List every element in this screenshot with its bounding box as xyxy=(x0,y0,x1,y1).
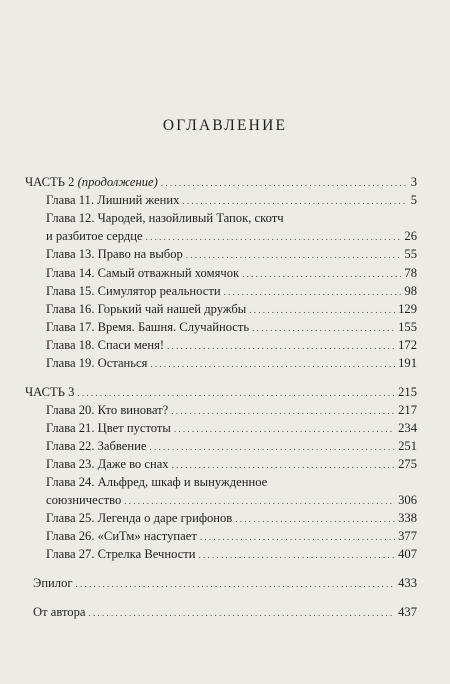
toc-entry-ch17[interactable] xyxy=(46,320,417,336)
toc-entry-ch23[interactable] xyxy=(46,457,417,473)
page-number: 306 xyxy=(398,493,417,507)
entry-label: Эпилог xyxy=(33,576,73,590)
page-number: 98 xyxy=(404,284,417,298)
toc-entry-ch16[interactable] xyxy=(46,302,417,318)
page-number: 338 xyxy=(398,511,417,525)
entry-label: Глава 22. Забвение xyxy=(46,439,147,453)
page-number: 78 xyxy=(404,266,417,280)
leader-dots xyxy=(235,511,395,527)
page-number: 215 xyxy=(398,385,417,399)
leader-dots xyxy=(167,338,395,354)
entry-label: Глава 16. Горький чай нашей дружбы xyxy=(46,302,247,316)
entry-label: От автора xyxy=(33,605,86,619)
page-number: 172 xyxy=(398,338,417,352)
page-number: 129 xyxy=(398,302,417,316)
page-number: 433 xyxy=(398,576,417,590)
page-number: 251 xyxy=(398,439,417,453)
toc-entry-ch18[interactable] xyxy=(46,338,417,354)
toc-entry-ch20[interactable] xyxy=(46,403,417,419)
entry-label: Глава 19. Останься xyxy=(46,356,148,370)
entry-label: Глава 23. Даже во снах xyxy=(46,457,169,471)
page-number: 437 xyxy=(398,605,417,619)
leader-dots xyxy=(249,302,395,318)
toc-entry-ch19[interactable] xyxy=(46,356,417,372)
entry-label: ЧАСТЬ 3 xyxy=(25,385,75,399)
page-number: 407 xyxy=(398,547,417,561)
entry-label: союзничество xyxy=(46,493,122,507)
leader-dots xyxy=(76,576,396,592)
toc-entry-ch26[interactable] xyxy=(46,529,417,545)
entry-label: Глава 26. «СиТм» наступает xyxy=(46,529,197,543)
page-number: 234 xyxy=(398,421,417,435)
entry-label: ЧАСТЬ 2 xyxy=(25,175,75,189)
page-number: 217 xyxy=(398,403,417,417)
toc-entry-ch25[interactable] xyxy=(46,511,417,527)
leader-dots xyxy=(199,547,396,563)
toc-entry-epilog[interactable] xyxy=(33,576,417,592)
page-number: 275 xyxy=(398,457,417,471)
leader-dots xyxy=(149,439,395,455)
leader-dots xyxy=(224,284,402,300)
leader-dots xyxy=(200,529,395,545)
page-title: ОГЛАВЛЕНИЕ xyxy=(162,117,288,134)
page-number: 155 xyxy=(398,320,417,334)
toc-entry-author[interactable] xyxy=(33,605,417,621)
toc-entry-ch27[interactable] xyxy=(46,547,417,563)
leader-dots xyxy=(171,403,395,419)
entry-label: и разбитое сердце xyxy=(46,229,143,243)
leader-dots xyxy=(146,229,402,245)
toc-entry-ch15[interactable] xyxy=(46,284,417,300)
entry-label: Глава 13. Право на выбор xyxy=(46,247,183,261)
toc-entry-ch12[interactable] xyxy=(46,229,417,245)
entry-label: Глава 17. Время. Башня. Случайность xyxy=(46,320,250,334)
entry-note: (продолжение) xyxy=(77,175,158,189)
leader-dots xyxy=(161,175,408,191)
toc-entry-ch14[interactable] xyxy=(46,266,417,282)
leader-dots xyxy=(242,266,401,282)
page-number: 377 xyxy=(398,529,417,543)
leader-dots xyxy=(172,457,396,473)
entry-label: Глава 27. Стрелка Вечности xyxy=(46,547,196,561)
page-number: 26 xyxy=(404,229,417,243)
page-number: 5 xyxy=(410,193,417,207)
toc-entry-ch11[interactable] xyxy=(46,193,417,209)
entry-label: Глава 25. Легенда о даре грифонов xyxy=(46,511,233,525)
entry-label: Глава 14. Самый отважный хомячок xyxy=(46,266,240,280)
toc-entry-part2[interactable] xyxy=(25,175,417,191)
toc-entry-ch13[interactable] xyxy=(46,247,417,263)
toc-entry-part3[interactable] xyxy=(25,385,417,401)
leader-dots xyxy=(182,193,407,209)
toc-entry-ch24-line1[interactable]: Глава 24. Альфред, шкаф и вынужденное xyxy=(46,475,268,489)
leader-dots xyxy=(252,320,395,336)
toc-entry-ch22[interactable] xyxy=(46,439,417,455)
leader-dots xyxy=(124,493,395,509)
entry-label: Глава 11. Лишний жених xyxy=(46,193,180,207)
leader-dots xyxy=(150,356,395,372)
page-number: 55 xyxy=(404,247,417,261)
entry-label: Глава 20. Кто виноват? xyxy=(46,403,169,417)
leader-dots xyxy=(186,247,402,263)
entry-label: Глава 18. Спаси меня! xyxy=(46,338,165,352)
leader-dots xyxy=(89,605,396,621)
leader-dots xyxy=(174,421,395,437)
page-number: 3 xyxy=(410,175,417,189)
toc-entry-ch24[interactable] xyxy=(46,493,417,509)
entry-label: Глава 21. Цвет пустоты xyxy=(46,421,171,435)
leader-dots xyxy=(77,385,395,401)
entry-label: Глава 15. Симулятор реальности xyxy=(46,284,221,298)
page-number: 191 xyxy=(398,356,417,370)
toc-entry-ch21[interactable] xyxy=(46,421,417,437)
toc-entry-ch12-line1[interactable]: Глава 12. Чародей, назойливый Тапок, скотч xyxy=(46,211,284,225)
